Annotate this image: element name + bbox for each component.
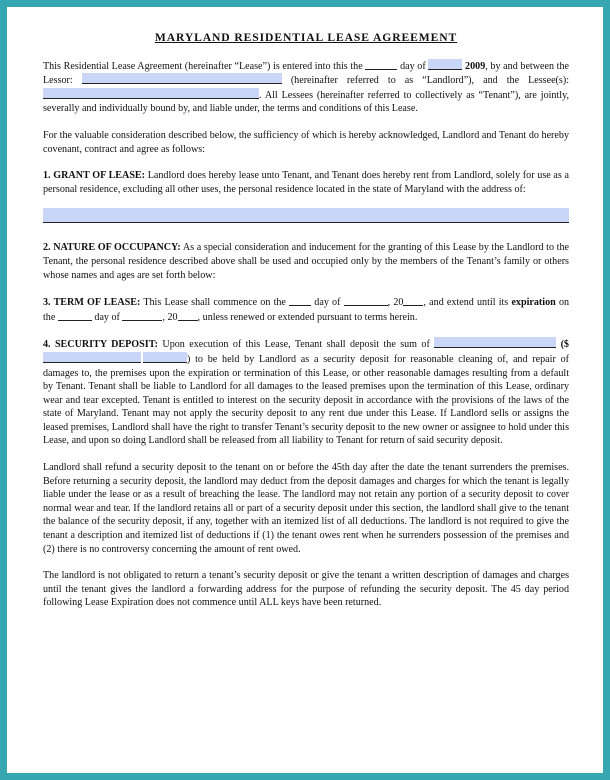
- lessee-field[interactable]: [43, 88, 259, 99]
- grant-of-lease-heading: 1. GRANT OF LEASE:: [43, 170, 146, 182]
- expiration-text: expiration: [511, 297, 556, 309]
- commence-day-blank[interactable]: [289, 295, 311, 306]
- address-field[interactable]: [43, 208, 569, 223]
- grant-of-lease-section: 1. GRANT OF LEASE: Landlord does hereby lease unto Tenant, and Tenant does hereby rent from Landlord, solely for use as a personal residence, excluding all other uses, the personal residence located in the state of Maryland with the address of:: [43, 170, 570, 195]
- obligation-paragraph: The landlord is not obligated to return a tenant’s security deposit or give the tenant a written description of damages and charges until the tenant gives the landlord a forwarding address for the purpose of refunding the security deposit. The 45 day period following Lease Expiration does not commence until ALL keys have been returned.: [43, 570, 569, 609]
- term-of-lease-section: 3. TERM OF LEASE: This Lease shall commence on the day of , 20 , and extend until its expiration on the day of , 20 , unless renewed or extended pursuant to terms herein.: [43, 297, 570, 323]
- expire-day-blank[interactable]: [58, 310, 92, 321]
- security-deposit-section: 4. SECURITY DEPOSIT: Upon execution of this Lease, Tenant shall deposit the sum of ($) to be held by Landlord as a security deposit for reasonable cleaning of, and repair of damages to, the premises upon the expiration or termination of this Lease, or other reasonable damages resulting from a default by Tenant. Tenant shall be liable to Landlord for all damages to the leased premises upon the termination of this Lease, ordinary wear and tear excepted. Tenant is entitled to interest on the security deposit in accordance with the provisions of the laws of the state of Maryland. Tenant may not apply the security deposit to any rent due under this Lease. If Landlord sells or assigns the leased premises, Landlord shall have the right to transfer Tenant’s security deposit to the new owner or assignee to hold under this Lease, and upon so doing Landlord shall be released from all liability to Tenant for return of said security deposit.: [43, 339, 569, 447]
- commence-year-blank[interactable]: [403, 295, 423, 306]
- nature-of-occupancy-heading: 2. NATURE OF OCCUPANCY:: [43, 242, 181, 254]
- intro-paragraph: This Residential Lease Agreement (hereinafter “Lease”) is entered into this the day of 2009, by and between the Lessor: (hereinafter referred to as “Landlord”), and the Lessee(s): . All Lessees (hereinafter referred to collectively as “Tenant”), are jointly, severally and individually bound by, and liable under, the terms and conditions of this Lease.: [43, 60, 570, 115]
- document-body: [43, 31, 569, 623]
- lessor-field[interactable]: [82, 73, 282, 84]
- term-of-lease-heading: 3. TERM OF LEASE:: [43, 297, 141, 309]
- deposit-cents-field[interactable]: [143, 352, 187, 363]
- day-blank[interactable]: [365, 59, 397, 70]
- security-deposit-heading: 4. SECURITY DEPOSIT:: [43, 339, 159, 351]
- year-text: 2009: [465, 60, 486, 72]
- commence-month-blank[interactable]: [344, 295, 388, 306]
- deposit-amount-field[interactable]: [43, 352, 141, 363]
- document-page: [7, 7, 603, 773]
- month-field[interactable]: [428, 59, 462, 70]
- expire-year-blank[interactable]: [178, 310, 198, 321]
- document-title: MARYLAND RESIDENTIAL LEASE AGREEMENT: [154, 31, 458, 44]
- consideration-paragraph: For the valuable consideration described below, the sufficiency of which is hereby acknowledged, Landlord and Tenant do hereby covenant, contract and agree as follows:: [43, 129, 569, 155]
- nature-of-occupancy-section: 2. NATURE OF OCCUPANCY: As a special consideration and inducement for the granting of this Lease by the Landlord to the Tenant, the personal residence described above shall be used and occupied only by the members of the Tenant’s family or others whose names and ages are set forth below:: [43, 242, 569, 281]
- expire-month-blank[interactable]: [122, 310, 162, 321]
- refund-paragraph: Landlord shall refund a security deposit to the tenant on or before the 45th day after the date the tenant surrenders the premises. Before returning a security deposit, the landlord may deduct from the deposit damages and charges for which the tenant is legally liable under the lease or as a result of breaching the lease. The landlord may not retain any portion of a security deposit to cover normal wear and tear. If the landlord retains all or part of a security deposit under this section, the landlord shall give to the tenant the balance of the security deposit, if any, together with an itemized list of all deductions. The landlord is not required to give the tenant a description and itemized list of deductions if (1) the tenant owes rent when he surrenders possession of the premises and (2) there is no controversy concerning the amount of rent owed.: [43, 462, 569, 555]
- deposit-words-field[interactable]: [434, 337, 556, 348]
